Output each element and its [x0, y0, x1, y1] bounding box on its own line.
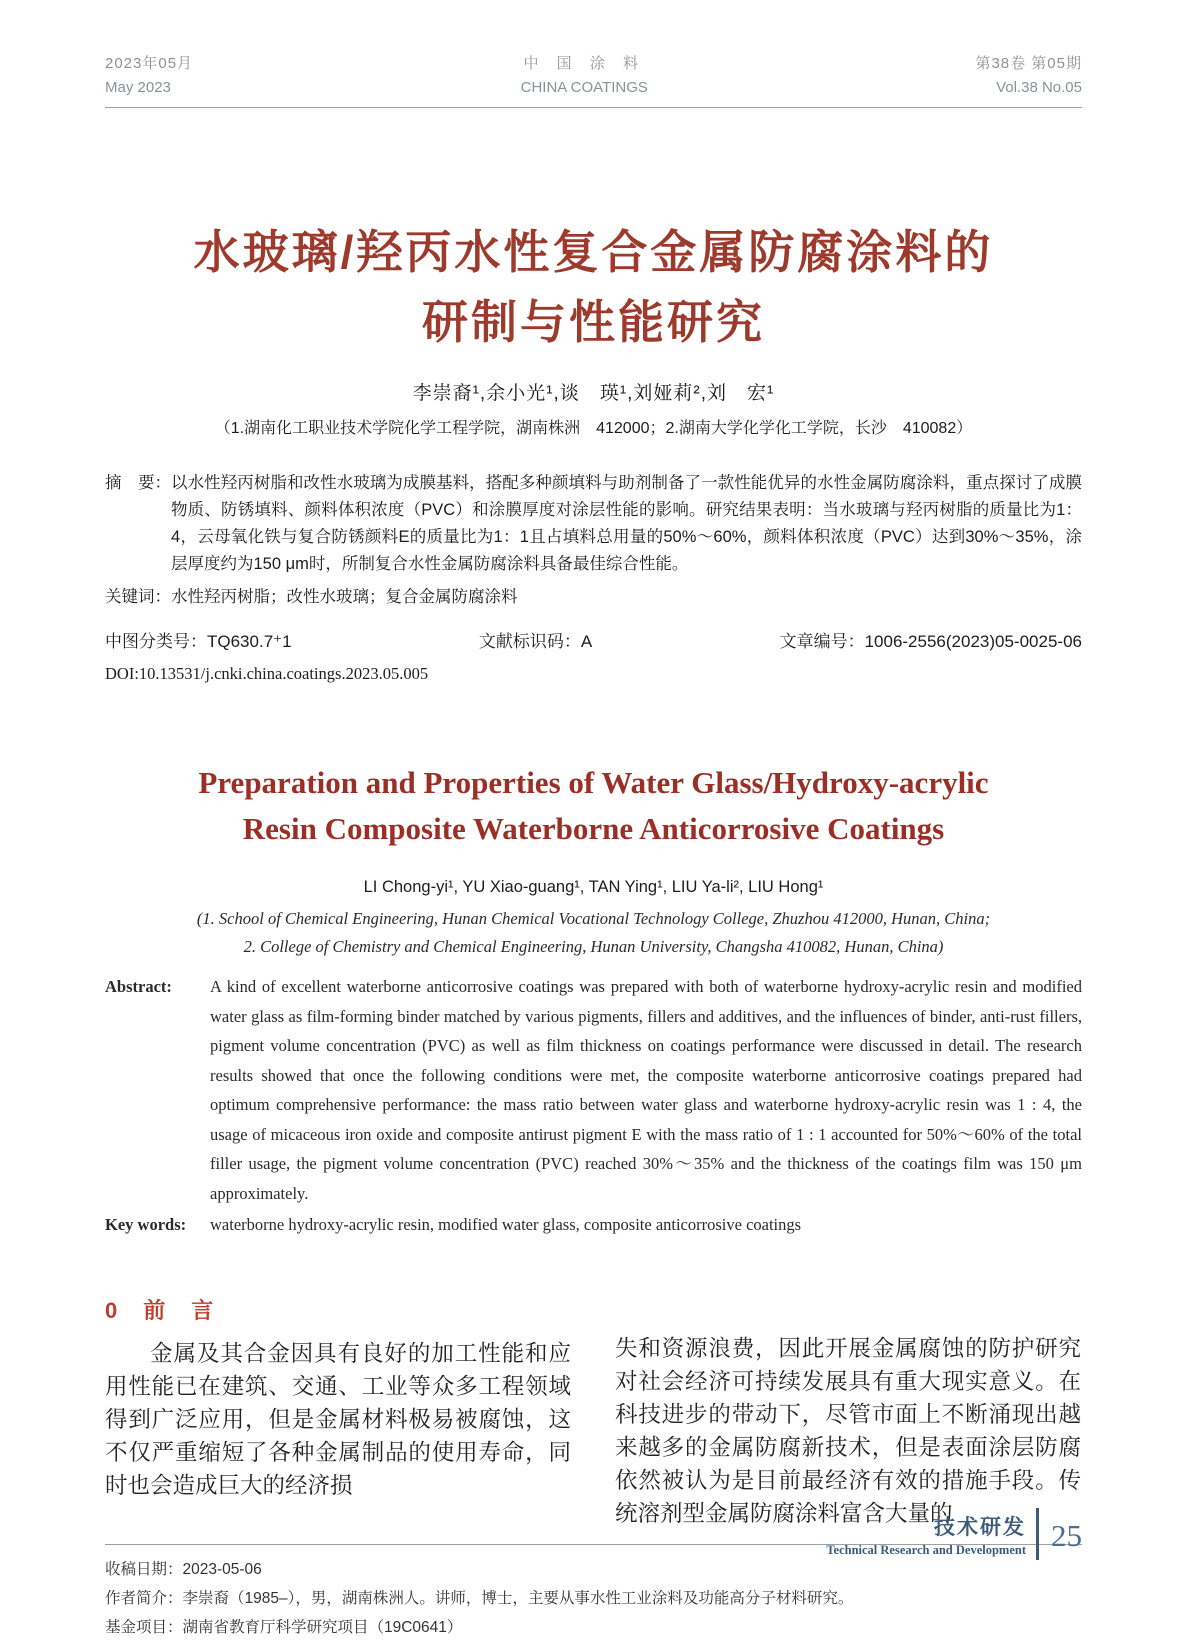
- article-title-en-line1: Preparation and Properties of Water Glass/Hydroxy-acrylic: [198, 764, 989, 800]
- article-title-cn-line2: 研制与性能研究: [422, 295, 765, 348]
- affiliation-en-line1: (1. School of Chemical Engineering, Hunan Chemical Vocational Technology College, Zhuzhou 412000, Hunan, China;: [196, 908, 991, 928]
- date-cn: 2023年05月: [105, 55, 194, 72]
- keywords-cn: [105, 584, 1082, 611]
- running-head-issue: [975, 52, 1082, 100]
- abstract-cn-text: 以水性羟丙树脂和改性水玻璃为成膜基料，搭配多种颜填料与助剂制备了一款性能优异的水性金属防腐涂料，重点探讨了成膜物质、防锈填料、颜料体积浓度（PVC）和涂膜厚度对涂层性能的影响。研究结果表明：当水玻璃与羟丙树脂的质量比为1：4，云母氧化铁与复合防锈颜料E的质量比为1：1且占填料总用量的50%～60%，颜料体积浓度（PVC）达到30%～35%，涂层厚度约为150 μm时，所制复合水性金属防腐涂料具备最佳综合性能。: [171, 473, 1082, 573]
- affiliation-en: [105, 905, 1082, 963]
- article-id: 文章编号：1006-2556(2023)05-0025-06: [779, 631, 1082, 651]
- footer-column-cn: 技术研发: [934, 1515, 1026, 1539]
- page-number: 25: [1051, 1518, 1082, 1553]
- authors-en: LI Chong-yi¹, YU Xiao-guang¹, TAN Ying¹, LIU Ya-li², LIU Hong¹: [363, 877, 824, 896]
- abstract-en-label: Abstract:: [105, 977, 172, 997]
- keywords-en-label: Key words:: [105, 1215, 187, 1235]
- section-heading-intro: 0 前 言: [105, 1297, 216, 1323]
- footer-column-en: Technical Research and Development: [826, 1542, 1026, 1557]
- clc-number: 中图分类号：TQ630.7⁺1: [105, 631, 292, 651]
- keywords-cn-label: 关键词：: [105, 587, 171, 606]
- article-title-en-line2: Resin Composite Waterborne Anticorrosive Coatings: [242, 810, 945, 846]
- authors-cn: 李崇裔¹,余小光¹,谈 瑛¹,刘娅莉²,刘 宏¹: [412, 382, 775, 404]
- issue-cn: 第38卷 第05期: [975, 55, 1082, 72]
- affiliation-en-line2: 2. College of Chemistry and Chemical Engineering, Hunan University, Changsha 410082, Hunan, China): [243, 937, 944, 957]
- keywords-en: [105, 1210, 1082, 1240]
- date-en: May 2023: [105, 79, 171, 96]
- footnote-funding: 基金项目：湖南省教育厅科学研究项目（19C0641）: [105, 1618, 463, 1636]
- running-head-date: [105, 52, 193, 100]
- intro-paragraph-right: 失和资源浪费，因此开展金属腐蚀的防护研究对社会经济可持续发展具有重大现实意义。在科技进步的带动下，尽管市面上不断涌现出越来越多的金属防腐新技术，但是表面涂层防腐依然被认为是目前最经济有效的措施手段。传统溶剂型金属防腐涂料富含大量的: [615, 1335, 1081, 1526]
- footnote-received-date: 收稿日期：2023-05-06: [105, 1560, 262, 1578]
- article-title-en: [105, 760, 1082, 852]
- affiliation-cn: （1.湖南化工职业技术学院化学工程学院，湖南株洲 412000；2.湖南大学化学化工学院，长沙 410082）: [214, 419, 973, 437]
- article-title-cn: [105, 218, 1082, 358]
- classification-row: [105, 627, 1082, 652]
- article-title-cn-line1: 水玻璃/羟丙水性复合金属防腐涂料的: [193, 226, 994, 278]
- footer-divider: [1036, 1508, 1039, 1560]
- doi: DOI:10.13531/j.cnki.china.coatings.2023.05.005: [105, 663, 429, 683]
- page-footer: [826, 1508, 1082, 1560]
- abstract-en-text: A kind of excellent waterborne anticorrosive coatings was prepared with both of waterborne hydroxy-acrylic resin and modified water glass as film-forming binder matched by various pigments, fillers and additives, and the influences of binder, anti-rust fillers, pigment volume concentration (PVC) as well as film thickness on coatings performance were discussed in detail. The research results showed that once the following conditions were met, the composite waterborne anticorrosive coatings prepared had optimum comprehensive performance: the mass ratio between water glass and waterborne hydroxy-acrylic resin was 1 : 4, the usage of micaceous iron oxide and composite antirust pigment E with the mass ratio of 1 : 1 accounted for 50%～60% of the total filler usage, the pigment volume concentration (PVC) reached 30%～35% and the thickness of the coatings film was 150 μm approximately.: [210, 977, 1082, 1203]
- intro-column-right: [615, 1294, 1081, 1530]
- abstract-cn-label: 摘 要：: [105, 473, 171, 492]
- footnote-author-bio: 作者简介：李崇裔（1985–），男，湖南株洲人。讲师，博士，主要从事水性工业涂料及功能高分子材料研究。: [105, 1589, 854, 1607]
- journal-name-en: CHINA COATINGS: [520, 79, 648, 96]
- abstract-en: [105, 972, 1082, 1208]
- keywords-cn-text: 水性羟丙树脂；改性水玻璃；复合金属防腐涂料: [171, 587, 518, 606]
- running-head: [105, 0, 1082, 108]
- running-head-journal: [521, 52, 648, 100]
- footer-column-labels: [826, 1511, 1026, 1558]
- journal-name-cn: 中 国 涂 料: [523, 55, 645, 72]
- intro-column-left: [105, 1294, 571, 1530]
- issue-en: Vol.38 No.05: [996, 79, 1082, 96]
- abstract-cn: [105, 470, 1082, 578]
- keywords-en-text: waterborne hydroxy-acrylic resin, modified water glass, composite anticorrosive coatings: [210, 1215, 802, 1235]
- document-code: 文献标识码：A: [478, 631, 593, 651]
- intro-paragraph-left: 金属及其合金因具有良好的加工性能和应用性能已在建筑、交通、工业等众多工程领域得到广泛应用，但是金属材料极易被腐蚀，这不仅严重缩短了各种金属制品的使用寿命，同时也会造成巨大的经济损: [105, 1340, 571, 1498]
- intro-columns: [105, 1294, 1082, 1530]
